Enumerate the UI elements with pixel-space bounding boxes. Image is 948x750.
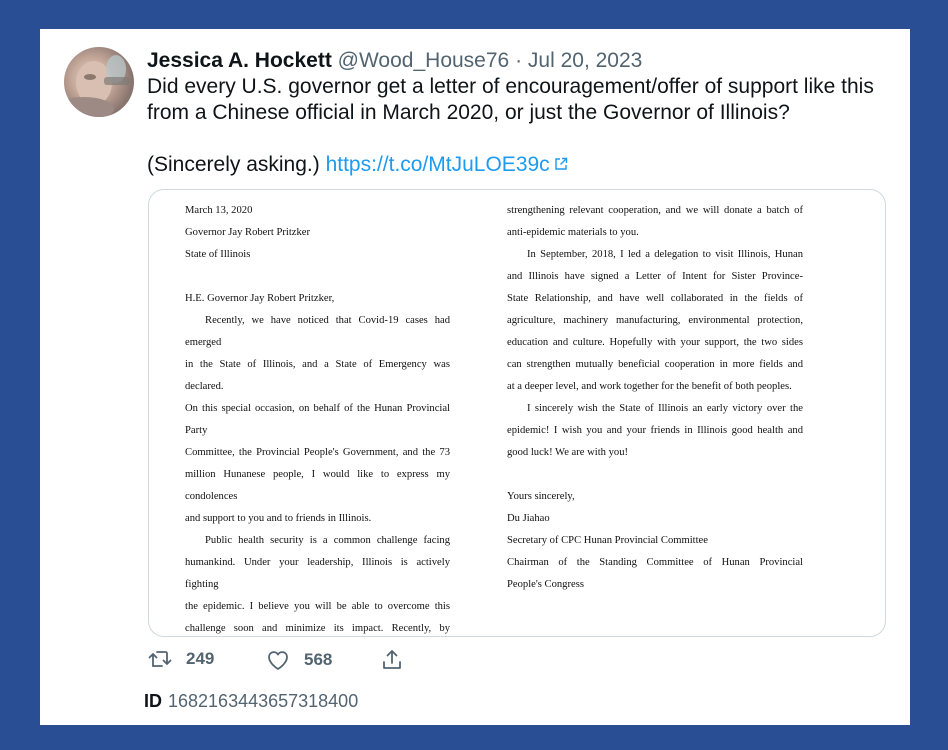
letter-right-column <box>507 200 803 596</box>
letter-line: can strengthen mutually beneficial cooperation in more fields and <box>507 359 803 370</box>
tweet-text-line <box>147 152 887 178</box>
header-separator: · <box>515 49 523 72</box>
tweet-date[interactable]: Jul 20, 2023 <box>527 49 643 72</box>
letter-address: State of Illinois <box>185 249 251 260</box>
letter-address: Governor Jay Robert Pritzker <box>185 227 311 238</box>
letter-line: humankind. Under your leadership, Illinois is actively fighting <box>185 557 450 590</box>
letter-left-column <box>185 200 450 637</box>
letter-signer-title: Secretary of CPC Hunan Provincial Committee <box>507 535 708 546</box>
letter-date: March 13, 2020 <box>185 205 253 216</box>
letter-line: strengthening relevant cooperation, and we will donate a batch of <box>507 205 803 216</box>
letter-line: anti-epidemic materials to you. <box>507 227 639 238</box>
tweet-text-line: Did every U.S. governor get a letter of encouragement/offer of support like this from a Chinese official in March 2020, or just the Governor of Illinois? <box>147 75 874 124</box>
tweet-id <box>144 691 358 712</box>
letter-salutation: H.E. Governor Jay Robert Pritzker, <box>185 293 335 304</box>
tweet-id-label: ID <box>144 691 162 711</box>
letter-line: at a deeper level, and work together for the benefit of both peoples. <box>507 381 792 392</box>
retweet-count: 249 <box>186 649 215 668</box>
letter-line: challenge soon and minimize its impact. Recently, by <box>185 623 450 634</box>
letter-line: and Illinois have signed a Letter of Intent for Sister Province- <box>507 271 803 282</box>
external-link-icon <box>554 152 568 178</box>
retweet-icon <box>148 649 172 669</box>
heart-icon <box>266 649 290 671</box>
letter-image[interactable] <box>148 189 886 637</box>
letter-line: agriculture, machinery manufacturing, environmental protection, <box>507 315 803 326</box>
tweet-text-aside: (Sincerely asking.) <box>147 153 320 176</box>
retweet-button[interactable] <box>148 649 214 669</box>
letter-line: good luck! We are with you! <box>507 447 629 458</box>
letter-signer-title: People's Congress <box>507 579 584 590</box>
tweet-header <box>147 47 642 74</box>
letter-line: On this special occasion, on behalf of the Hunan Provincial Party <box>185 403 450 436</box>
share-icon <box>381 649 403 671</box>
tweet-card <box>40 29 910 725</box>
letter-line: epidemic! I wish you and your friends in Illinois good health and <box>507 425 803 436</box>
letter-line: in the State of Illinois, and a State of Emergency was declared. <box>185 359 450 392</box>
tweet-text <box>147 74 887 178</box>
like-button[interactable] <box>266 649 332 671</box>
letter-line: and support to you and to friends in Illinois. <box>185 513 372 524</box>
letter-line: Recently, we have noticed that Covid-19 cases had emerged <box>185 315 450 348</box>
avatar[interactable] <box>64 47 134 117</box>
like-count: 568 <box>304 650 333 669</box>
letter-line: Public health security is a common challenge facing <box>205 535 450 546</box>
tweet-link[interactable]: https://t.co/MtJuLOE39c <box>325 153 550 176</box>
letter-line: In September, 2018, I led a delegation to visit Illinois, Hunan <box>527 249 803 260</box>
avatar-photo <box>64 47 134 117</box>
letter-signer-title: Chairman of the Standing Committee of Hunan Provincial <box>507 557 803 568</box>
letter-signer: Du Jiahao <box>507 513 550 524</box>
share-button[interactable] <box>381 649 403 671</box>
letter-line: Committee, the Provincial People's Government, and the 73 <box>185 447 450 458</box>
letter-line: education and culture. Hopefully with your support, the two sides <box>507 337 803 348</box>
author-name[interactable]: Jessica A. Hockett <box>147 49 332 72</box>
author-handle[interactable]: @Wood_House76 <box>337 49 510 72</box>
letter-line: million Hunanese people, I would like to express my condolences <box>185 469 450 502</box>
letter-line: State Relationship, and have well collaborated in the fields of <box>507 293 803 304</box>
letter-line: I sincerely wish the State of Illinois an early victory over the <box>527 403 803 414</box>
letter-line: the epidemic. I believe you will be able to overcome this <box>185 601 450 612</box>
tweet-id-value: 1682163443657318400 <box>168 691 359 711</box>
letter-closing: Yours sincerely, <box>507 491 575 502</box>
